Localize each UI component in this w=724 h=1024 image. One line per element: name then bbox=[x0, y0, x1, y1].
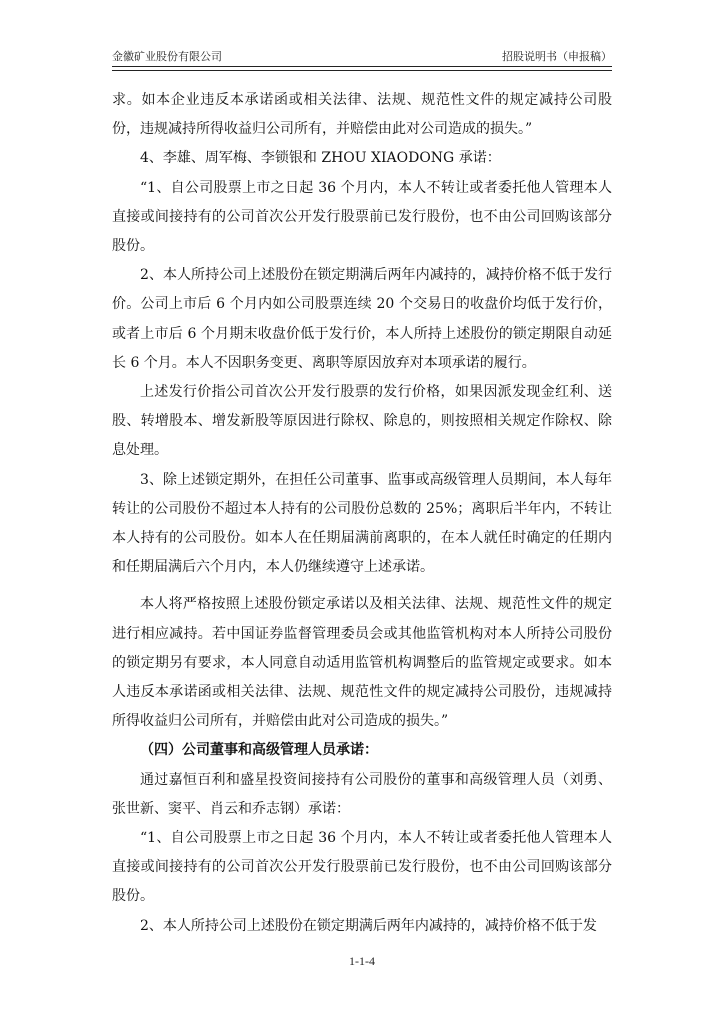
paragraph-commitment-heading: 4、李雄、周军梅、李锁银和 ZHOU XIAODONG 承诺： bbox=[140, 150, 501, 167]
section-heading-directors: （四）公司董事和高级管理人员承诺： bbox=[140, 742, 378, 759]
paragraph-continuation: 求。如本企业违反本承诺函或相关法律、法规、规范性文件的规定减持公司股份，违规减持所得收益归公司所有，并赔偿由此对公司造成的损失。” bbox=[112, 92, 612, 138]
paragraph-reduction-price: 2、本人所持公司上述股份在锁定期满后两年内减持的，减持价格不低于发行价。公司上市后 6 个月内如公司股票连续 20 个交易日的收盘价均低于发行价，或者上市后 6 个月期末收盘价低于发行价，本人所持上述股份的锁定期限自动延长 6 个月。本人不因职务变更、离职等原因放弃对本项承诺的履行。 bbox=[112, 267, 612, 371]
paragraph-issue-price-definition: 上述发行价指公司首次公开发行股票的发行价格，如果因派发现金红利、送股、转增股本、增发新股等原因进行除权、除息的，则按照相关规定作除权、除息处理。 bbox=[112, 384, 612, 459]
paragraph-strict-compliance: 本人将严格按照上述股份锁定承诺以及相关法律、法规、规范性文件的规定进行相应减持。若中国证券监督管理委员会或其他监管机构对本人所持公司股份的锁定期另有要求，本人同意自动适用监管机构调整后的监管规定或要求。如本人违反本承诺函或相关法律、法规、规范性文件的规定减持公司股份，违规减持所得收益归公司所有，并赔偿由此对公司造成的损失。” bbox=[112, 596, 612, 730]
paragraph-indirect-holders: 通过嘉恒百利和盛星投资间接持有公司股份的董事和高级管理人员（刘勇、张世新、窦平、肖云和乔志钢）承诺： bbox=[112, 771, 612, 817]
paragraph-annual-transfer-limit: 3、除上述锁定期外，在担任公司董事、监事或高级管理人员期间，本人每年转让的公司股份不超过本人持有的公司股份总数的 25%；离职后半年内，不转让本人持有的公司股份。如本人在任期届满前离职的，在本人就任时确定的任期内和任期届满后六个月内，本人仍继续遵守上述承诺。 bbox=[112, 471, 612, 576]
header-company: 金徽矿业股份有限公司 bbox=[112, 50, 222, 63]
paragraph-lockup-36-months-2: “1、自公司股票上市之日起 36 个月内，本人不转让或者委托他人管理本人直接或间接持有的公司首次公开发行股票前已发行股份，也不由公司回购该部分股份。 bbox=[112, 830, 612, 905]
paragraph-lockup-36-months: “1、自公司股票上市之日起 36 个月内，本人不转让或者委托他人管理本人直接或间接持有的公司首次公开发行股票前已发行股份，也不由公司回购该部分股份。 bbox=[112, 179, 612, 255]
page-number: 1-1-4 bbox=[349, 954, 375, 968]
header-rule-thin bbox=[112, 70, 612, 71]
document-body bbox=[112, 86, 612, 941]
header-document-title: 招股说明书（申报稿） bbox=[502, 50, 612, 63]
paragraph-reduction-price-2: 2、本人所持公司上述股份在锁定期满后两年内减持的，减持价格不低于发 bbox=[140, 917, 597, 934]
header-rule-thick bbox=[112, 66, 612, 67]
page-header bbox=[112, 48, 612, 68]
